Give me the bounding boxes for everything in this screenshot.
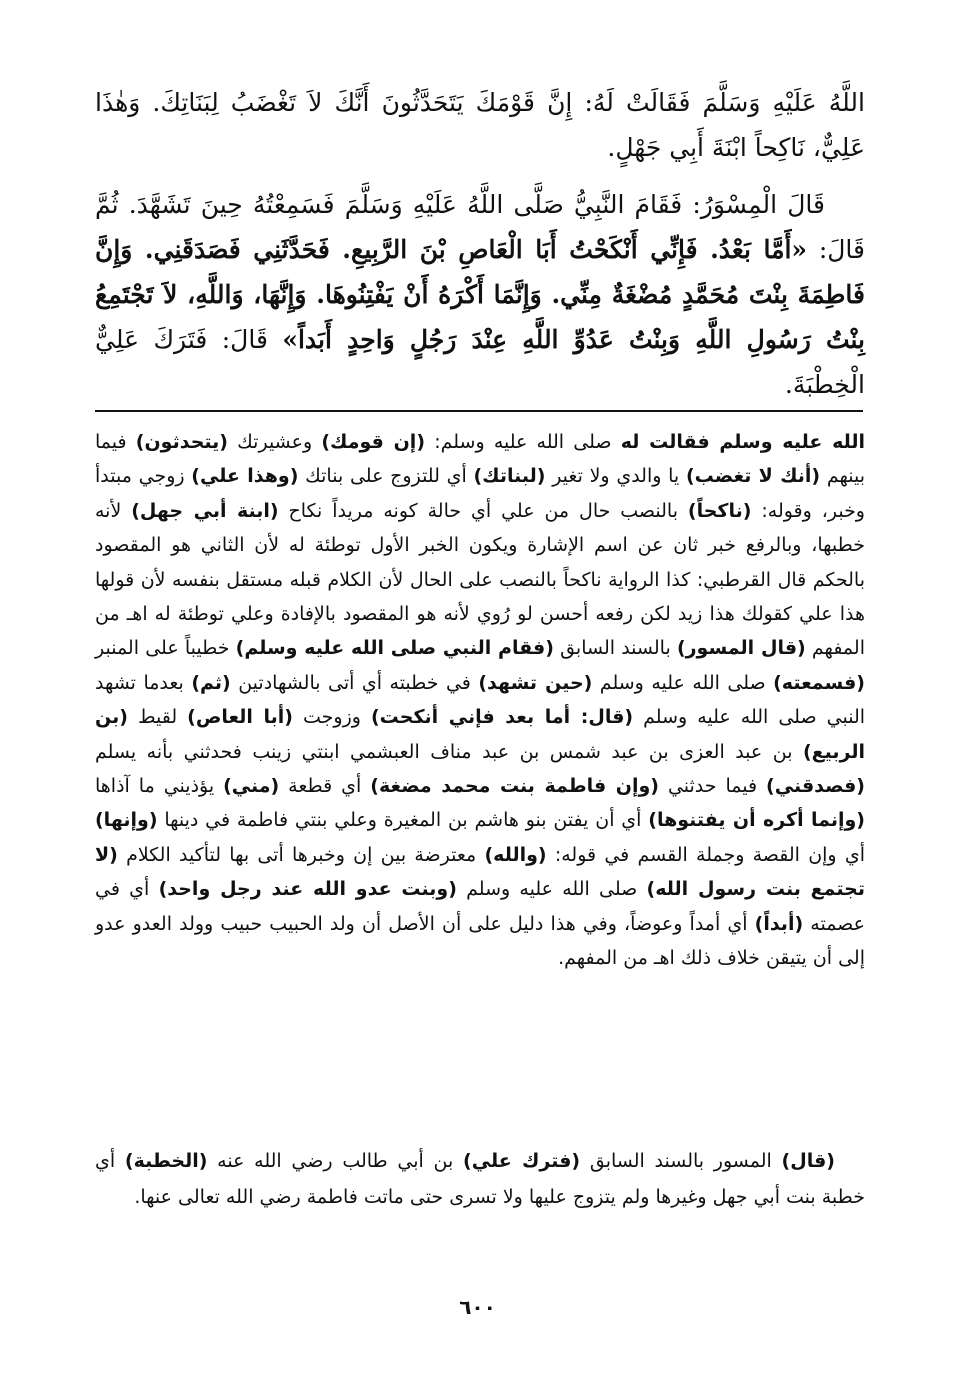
commentary-text: فيما بينهم — [95, 431, 865, 488]
commentary-text: صلى الله عليه وسلم — [592, 671, 774, 694]
commentary-quote: (قال: أما بعد فإني أنكحت) — [370, 706, 634, 729]
commentary-quote: (بن الربيع) — [95, 706, 865, 763]
commentary-quote: (ثم) — [191, 671, 231, 694]
commentary-quote: (أبداً) — [754, 912, 804, 935]
commentary-quote: (فقام النبي صلى الله عليه وسلم) — [235, 637, 554, 660]
commentary-text: في خطبته أي أتى بالشهادتين — [230, 671, 479, 694]
commentary-text: بعدما تشهد النبي صلى الله عليه وسلم — [95, 671, 866, 729]
commentary-quote: (لبناتك) — [473, 465, 546, 488]
commentary-text: فيما حدثني — [658, 775, 767, 798]
commentary-text: لقيط — [127, 706, 188, 729]
commentary-text: لأنه خطبها، وبالرفع خبر ثان عن اسم الإشارة ويكون الخبر الأول توطئة له لأن الثاني هو المقصود بالحكم قال القرطبي: كذا الرواية ناكحاً بالنصب على الحال لأن الكلام قبله مستقل بنفسه لأن قولها هذا علي كقولك هذا زيد لكن رفعه أحسن لو رُوي لأنه هو المقصود بالإفادة وعلي توطئة له اهـ من المفهم — [95, 499, 865, 660]
commentary-text: أي خطبة بنت أبي جهل وغيرها ولم يتزوج عليها ولا تسرى حتى ماتت فاطمة رضي الله تعالى عنها. — [95, 1150, 865, 1208]
prophet-speech: «أَمَّا بَعْدُ. فَإِنِّي أَنْكَحْتُ أَبَا الْعَاصِ بْنَ الرَّبِيعِ. فَحَدَّثَنِي فَصَدَقَنِي. وَإِنَّ فَاطِمَةَ بِنْتَ مُحَمَّدٍ مُضْغَةٌ مِنِّي. وَإِنَّمَا أَكْرَهُ أَنْ يَفْتِنُوهَا. وَإِنَّهَا، وَاللَّهِ، لاَ تَجْتَمِعُ بِنْتُ رَسُولِ اللَّهِ وَبِنْتُ عَدُوِّ اللَّهِ عِنْدَ رَجُلٍ وَاحِدٍ أَبَداً» — [95, 235, 865, 354]
commentary-text: أي للتزوج على بناتك — [298, 465, 474, 488]
commentary-text: أي أمداً وعوضاً، وفي هذا دليل على أن الأصل أن ولد الحبيب حبيب وولد العدو عدو إلى أن يتيقن خلاف ذلك اهـ من المفهم. — [95, 912, 865, 970]
commentary-block — [95, 425, 865, 976]
commentary-text: بن أبي طالب رضي الله عنه — [207, 1150, 464, 1172]
commentary-text: أي أن يفتن بنو هاشم بن المغيرة وعلي بنتي فاطمة في دينها — [157, 809, 649, 832]
commentary-text: زوجي مبتدأ وخبر، وقوله: — [95, 465, 865, 522]
hadith-paragraph-2 — [95, 182, 865, 407]
commentary-quote: (قال) — [781, 1150, 835, 1172]
commentary-quote: (إن قومك) — [321, 431, 426, 453]
commentary-quote: (ابنة أبي جهل) — [131, 499, 279, 522]
hadith-paragraph-1: اللَّهُ عَلَيْهِ وَسَلَّمَ فَقَالَتْ لَهُ: إِنَّ قَوْمَكَ يَتَحَدَّثُونَ أَنَّكَ لاَ تَغْضَبُ لِبَنَاتِكَ. وَهٰذَا عَلِيٌّ، نَاكِحاً ابْنَةَ أَبِي جَهْلٍ. — [95, 88, 865, 162]
commentary-text: صلى الله عليه وسلم: — [425, 431, 621, 453]
commentary-text: أي قطعة — [279, 775, 371, 798]
page-number: ٦٠٠ — [459, 1295, 496, 1319]
commentary-quote: (وإنما أكره أن يفتنوها) — [648, 809, 865, 832]
footnote-divider — [95, 410, 863, 412]
commentary-text: معترضة بين إن وخبرها أتى بها لتأكيد الكلام — [117, 843, 485, 866]
commentary-text: أي في عصمته — [95, 878, 865, 935]
commentary-paragraph — [95, 425, 865, 976]
commentary-quote: (يتحدثون) — [135, 431, 228, 453]
commentary-text: خطيباً على المنبر — [95, 637, 236, 660]
commentary-quote: (وبنت عدو الله عند رجل واحد) — [158, 878, 457, 901]
commentary-text: صلى الله عليه وسلم — [456, 878, 647, 901]
commentary-text: وعشيرتك — [227, 431, 322, 453]
commentary-quote: (الخطبة) — [124, 1150, 208, 1172]
commentary-text: وزوجت — [292, 706, 371, 729]
commentary-text: أي وإن القصة وجملة القسم في قوله: — [546, 843, 865, 866]
commentary-quote: (فصدقني) — [766, 775, 865, 798]
commentary-quote: (وإن فاطمة بنت محمد مضغة) — [370, 775, 659, 798]
commentary-quote: (مني) — [223, 775, 280, 798]
commentary-quote: (فترك علي) — [463, 1150, 581, 1172]
commentary-text: بالنصب حال من علي أي حالة كونه مريداً نكاح — [278, 499, 688, 522]
commentary-text: بن عبد العزى بن عبد شمس بن عبد مناف العبشمي ابنتي زينب فحدثني بأنه يسلم — [95, 740, 803, 763]
hadith-text — [95, 80, 865, 407]
commentary-quote: (أبا العاص) — [187, 706, 293, 729]
commentary-block-2 — [95, 1143, 865, 1215]
commentary-quote: (ناكحاً) — [687, 499, 752, 522]
commentary-quote: (أنك لا تغضب) — [685, 465, 821, 488]
commentary-quote: الله عليه وسلم فقالت له — [620, 431, 865, 453]
commentary-quote: (لا تجتمع بنت رسول الله) — [95, 843, 865, 901]
commentary-text: بالسند السابق — [553, 637, 677, 660]
commentary-quote: (وهذا علي) — [191, 465, 299, 488]
commentary-quote: (حين تشهد) — [478, 671, 593, 694]
commentary-quote: (والله) — [484, 843, 547, 866]
commentary-text: يؤذيني ما آذاها — [95, 775, 224, 798]
commentary-quote: (فسمعته) — [773, 671, 865, 694]
hadith-intro: قَالَ الْمِسْوَرُ: فَقَامَ النَّبِيُّ صَلَّى اللَّهُ عَلَيْهِ وَسَلَّمَ فَسَمِعْتُهُ حِينَ تَشَهَّدَ. ثُمَّ قَالَ: — [95, 190, 865, 264]
commentary-quote: (قال المسور) — [676, 637, 806, 660]
hadith-ending: قَالَ: فَتَرَكَ عَلِيٌّ الْخِطْبَةَ. — [95, 325, 865, 399]
commentary-text: المسور بالسند السابق — [580, 1150, 782, 1172]
commentary-text: يا والدي ولا تغير — [545, 465, 686, 488]
commentary-quote: (وإنها) — [95, 809, 158, 832]
